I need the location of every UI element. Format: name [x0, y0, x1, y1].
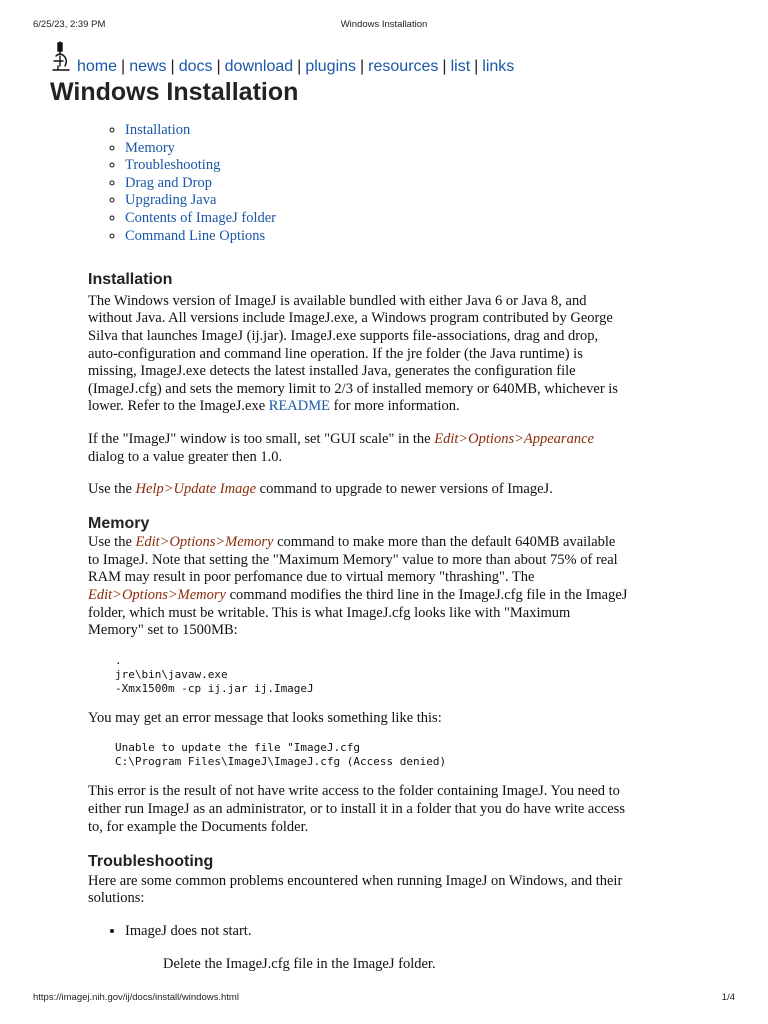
nav-separator: |	[442, 58, 447, 75]
print-url: https://imagej.nih.gov/ij/docs/install/windows.html	[33, 992, 239, 1003]
section-heading-memory: Memory	[88, 514, 150, 532]
print-footer	[33, 992, 735, 1006]
menu-path-memory: Edit>Options>Memory	[88, 587, 226, 604]
nav-link-docs[interactable]: docs	[178, 58, 213, 75]
gui-scale-text: If the "ImageJ" window is too small, set "GUI scale" in the	[88, 430, 435, 447]
troubleshooting-list	[88, 923, 628, 941]
error-code-block: Unable to update the file "ImageJ.cfg C:\Program Files\ImageJ\ImageJ.cfg (Access denied)	[115, 741, 447, 769]
nav-link-download[interactable]: download	[224, 58, 294, 75]
update-text-tail: command to upgrade to newer versions of ImageJ.	[256, 481, 553, 498]
nav-separator: |	[297, 58, 302, 75]
error-intro-paragraph: You may get an error message that looks something like this:	[88, 709, 442, 726]
toc-link-drag-and-drop[interactable]: Drag and Drop	[125, 174, 212, 191]
print-page-number: 1/4	[721, 992, 735, 1003]
toc-link-installation[interactable]: Installation	[125, 122, 191, 138]
toc-link-upgrading-java[interactable]: Upgrading Java	[125, 192, 217, 209]
memory-paragraph	[88, 534, 628, 640]
nav-separator: |	[121, 58, 126, 75]
update-text: Use the	[88, 481, 136, 498]
troubleshooting-fix: Delete the ImageJ.cfg file in the ImageJ folder.	[163, 955, 436, 972]
menu-path-update: Help>Update Image	[135, 481, 257, 498]
toc-link-troubleshooting[interactable]: Troubleshooting	[125, 157, 221, 174]
nav-link-links[interactable]: links	[482, 58, 515, 75]
print-title: Windows Installation	[340, 19, 428, 30]
nav-link-plugins[interactable]: plugins	[305, 58, 357, 75]
memory-text: Use the	[88, 534, 136, 551]
config-code-block: . jre\bin\javaw.exe -Xmx1500m -cp ij.jar ij.ImageJ	[115, 653, 314, 695]
nav-link-news[interactable]: news	[129, 58, 167, 75]
toc-link-command-line-options[interactable]: Command Line Options	[125, 227, 266, 244]
nav-link-home[interactable]: home	[77, 58, 118, 75]
update-paragraph	[88, 481, 628, 499]
toc-link-contents-folder[interactable]: Contents of ImageJ folder	[125, 209, 277, 226]
toc-item	[125, 192, 628, 210]
toc-item	[125, 140, 628, 158]
readme-link[interactable]: README	[268, 398, 331, 415]
memory-text: command modifies the third line in the ImageJ.cfg file in the ImageJ folder, which must be writable. This is what ImageJ.cfg looks like with "Maximum Memory" set to 1500MB:	[88, 587, 628, 639]
toc-item	[125, 157, 628, 175]
toc-item	[125, 122, 628, 140]
nav-links	[77, 58, 514, 76]
print-datetime: 6/25/23, 2:39 PM	[33, 19, 106, 30]
section-heading-troubleshooting: Troubleshooting	[88, 853, 214, 871]
menu-path-appearance: Edit>Options>Appearance	[434, 430, 594, 447]
nav-link-resources[interactable]: resources	[368, 58, 439, 75]
nav-separator: |	[474, 58, 479, 75]
table-of-contents	[88, 122, 628, 245]
installation-text: The Windows version of ImageJ is available bundled with either Java 6 or Java 8, and without Java. All versions include ImageJ.exe, a Windows program contributed by George Silva that launches ImageJ (ij.jar). ImageJ.exe supports file-associations, drag and drop, auto-configuration and command line operation. If the jre folder (the Java runtime) is missing, ImageJ.exe detects the latest installed Java, generates the configuration file (ImageJ.cfg) and sets the memory limit to 2/3 of installed memory or 640MB, whichever is lower. Refer to the ImageJ.exe	[88, 292, 618, 415]
menu-path-memory: Edit>Options>Memory	[135, 534, 274, 551]
nav-link-list[interactable]: list	[450, 58, 471, 75]
toc-item	[125, 175, 628, 193]
nav-separator: |	[170, 58, 175, 75]
gui-scale-text-tail: dialog to a value greater then 1.0.	[88, 448, 283, 465]
gui-scale-paragraph	[88, 431, 628, 466]
list-item: • ImageJ does not start.	[125, 923, 628, 941]
microscope-icon[interactable]	[50, 40, 72, 76]
main-content	[88, 122, 628, 973]
nav-separator: |	[216, 58, 221, 75]
print-header	[33, 19, 735, 33]
write-access-paragraph: This error is the result of not have write access to the folder containing ImageJ. You need to either run ImageJ as an administrator, or to install it in a folder that you do have write access to, for example the Documents folder.	[88, 783, 625, 835]
toc-link-memory[interactable]: Memory	[125, 139, 175, 156]
section-heading-installation: Installation	[88, 271, 173, 289]
nav-separator: |	[360, 58, 365, 75]
installation-text-tail: for more information.	[330, 398, 460, 415]
installation-paragraph	[88, 293, 628, 416]
page-title: Windows Installation	[50, 78, 299, 106]
toc-item	[125, 228, 628, 246]
memory-text: command to make more than the default 640MB available to ImageJ. Note that setting the "Maximum Memory" value to more than about 75% of real RAM may result in poor perfomance due to virtual memory "thrashing". The	[88, 534, 618, 586]
troubleshooting-intro: Here are some common problems encountered when running ImageJ on Windows, and their solutions:	[88, 872, 623, 907]
toc-item	[125, 210, 628, 228]
